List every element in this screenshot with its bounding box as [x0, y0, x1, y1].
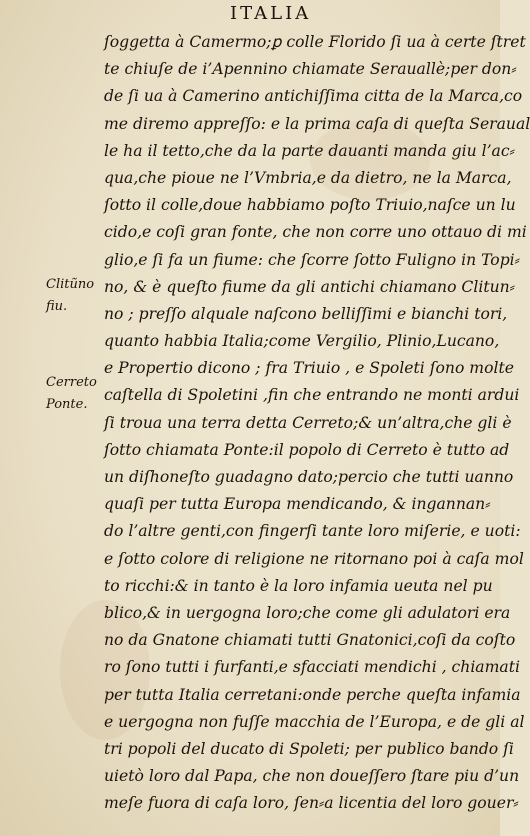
text-line: e uergogna non fuſſe macchia de l’Europa, e de gli al	[104, 712, 525, 731]
text-line: ro ſono tutti i furfanti,e sfacciati mendichi , chiamati	[104, 658, 520, 677]
text-line: quanto habbia Italia;come Vergilio, Plinio,Lucano,	[104, 332, 500, 351]
margin-note-clitunno	[46, 274, 94, 318]
text-line: de ſi ua à Camerino antichiſſima citta de la Marca,co	[104, 87, 523, 106]
text-line: to ricchi:& in tanto è la loro infamia ueuta nel pu	[104, 576, 493, 595]
text-line: meſe fuora di caſa loro, ſen⸗a licentia del loro gouer⸗	[104, 794, 519, 813]
running-head: ITALIA	[230, 3, 312, 24]
text-line: te chiuſe de i’Apennino chiamate Serauallè;per don⸗	[104, 60, 517, 79]
text-line: no, & è queſto fiume da gli antichi chiamano Clitun⸗	[104, 277, 515, 296]
text-line: e Propertio dicono ; fra Triuio , e Spoleti ſono molte	[104, 359, 514, 378]
margin-note-cerreto	[46, 372, 97, 416]
text-line: ſoggetta à Camermo;ꝑ colle Florido ſi ua à certe ſtret	[104, 33, 526, 51]
text-line: do l’altre genti,con fingerſi tante loro miſerie, e uoti:	[104, 522, 521, 541]
text-line: blico,& in uergogna loro;che come gli adulatori era	[104, 603, 511, 622]
text-line: tri popoli del ducato di Spoleti; per publico bando ſi	[104, 739, 514, 758]
text-line: le ha il tetto,che da la parte dauanti manda giu l’ac⸗	[104, 141, 515, 160]
text-line: per tutta Italia cerretani:onde perche queſta infamia	[104, 685, 521, 704]
text-line: uietò loro dal Papa, che non doueſſero ſtare piu d’un	[104, 767, 520, 786]
text-line: no da Gnatone chiamati tutti Gnatonici,coſi da coſto	[104, 631, 516, 650]
text-line: ſotto chiamata Ponte:il popolo di Cerreto è tutto ad	[104, 440, 510, 459]
text-line: qua,che pioue ne l’Vmbria,e da dietro, ne la Marca,	[104, 168, 512, 187]
margin-note-line: Clitũno	[46, 277, 95, 292]
body-text	[104, 29, 530, 817]
text-line: ſi troua una terra detta Cerreto;& un’altra,che gli è	[104, 413, 512, 432]
margin-note-line: Ponte.	[46, 397, 88, 412]
margin-note-line: fiu.	[46, 299, 68, 314]
text-line: caſtella di Spoletini ,fin che entrando ne monti ardui	[104, 386, 520, 405]
text-line: quaſi per tutta Europa mendicando, & ingannan⸗	[104, 495, 491, 514]
text-line: me diremo appreſſo: e la prima caſa di queſta Seraual	[104, 114, 530, 133]
text-line: glio,e ſi fa un fiume: che ſcorre ſotto Fuligno in Topi⸗	[104, 250, 520, 269]
text-line: un diſhoneſto guadagno dato;percio che tutti uanno	[104, 468, 514, 486]
text-line: cido,e coſi gran fonte, che non corre uno ottauo di mi	[104, 223, 527, 242]
text-line: e ſotto colore di religione ne ritornano poi à caſa mol	[104, 549, 524, 568]
text-line: ſotto il colle,doue habbiamo poſto Triuio,naſce un lu	[104, 196, 516, 215]
margin-note-line: Cerreto	[46, 375, 97, 390]
text-line: no ; preſſo alquale naſcono belliſſimi e bianchi tori,	[104, 304, 508, 323]
